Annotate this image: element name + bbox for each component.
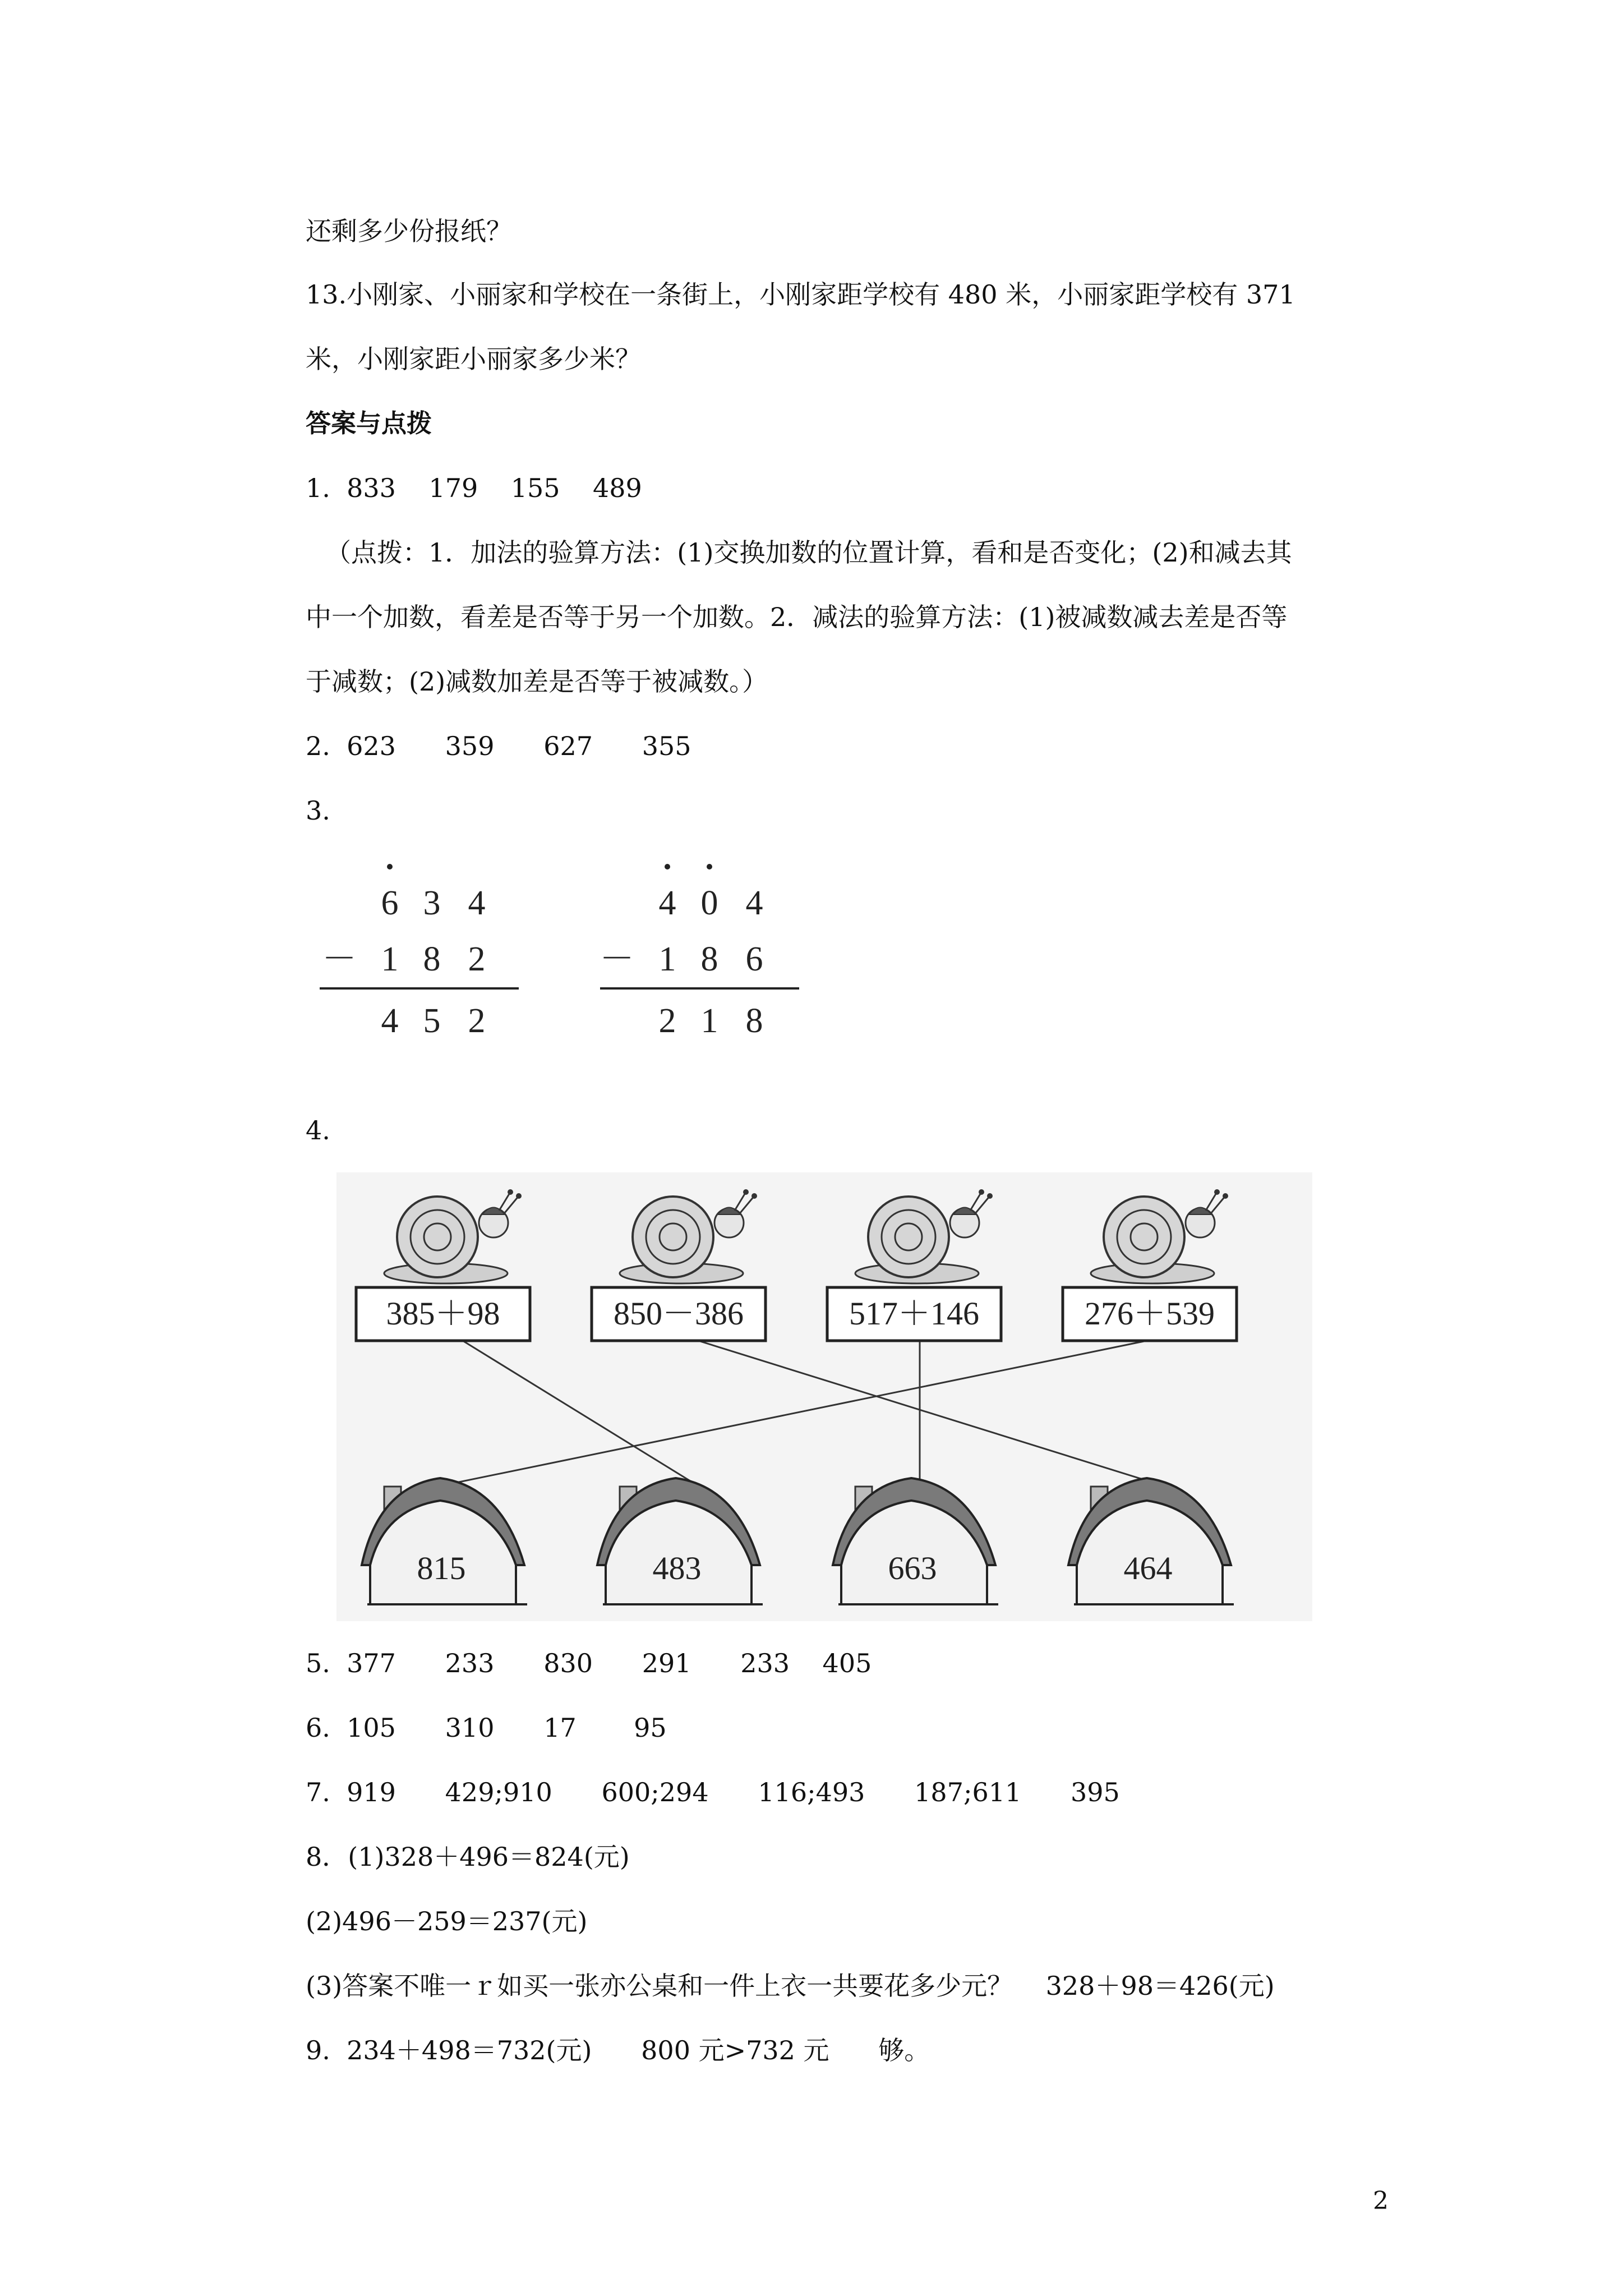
result-digit: 8 xyxy=(745,1002,763,1040)
house-number: 483 xyxy=(652,1550,702,1586)
minus-sign: － xyxy=(599,940,635,978)
subtraction-problem xyxy=(320,864,519,1040)
q12-tail-text: 还剩多少份报纸？ xyxy=(306,216,512,246)
minuend-digit: 3 xyxy=(423,884,441,922)
answer-1-hint-line-2: 中一个加数，看差是否等于另一个加数。2．减法的验算方法：(1)被减数减去差是否等 xyxy=(306,602,1288,632)
page-number: 2 xyxy=(1373,2187,1389,2215)
answer-7-values: 7. 919 429;910 600;294 116;493 187;611 395 xyxy=(306,1777,1120,1807)
house-number: 464 xyxy=(1123,1550,1173,1586)
subtraction-problem xyxy=(600,864,799,1040)
subtrahend-digit: 8 xyxy=(423,940,441,978)
result-digit: 1 xyxy=(700,1002,718,1040)
borrow-dot xyxy=(707,864,712,869)
matching-figure xyxy=(336,1172,1312,1621)
answer-9-values: 9. 234＋498＝732(元) 800 元>732 元 够。 xyxy=(306,2035,930,2065)
borrow-dot xyxy=(387,864,393,869)
answer-heading: 答案与点拨 xyxy=(306,408,432,438)
answer-5-values: 5. 377 233 830 291 233 405 xyxy=(306,1648,872,1678)
answer-8-line-2: (2)496－259＝237(元) xyxy=(306,1906,588,1936)
minuend-digit: 4 xyxy=(468,884,486,922)
answer-1-hint-line-3: 于减数；(2)减数加差是否等于被减数。） xyxy=(306,666,768,697)
answer-1-values: 1. 833 179 155 489 xyxy=(306,473,642,503)
result-digit: 4 xyxy=(381,1002,399,1040)
minuend-digit: 0 xyxy=(700,884,718,922)
result-digit: 2 xyxy=(658,1002,676,1040)
subtrahend-digit: 1 xyxy=(658,940,676,978)
subtrahend-digit: 2 xyxy=(468,940,486,978)
expression-text: 385＋98 xyxy=(386,1295,500,1332)
answer-2-values: 2. 623 359 627 355 xyxy=(306,731,691,761)
house-number: 815 xyxy=(417,1550,466,1586)
answer-4-label: 4. xyxy=(306,1115,330,1145)
house-number: 663 xyxy=(888,1550,937,1586)
expression-text: 276＋539 xyxy=(1084,1295,1215,1332)
expression-text: 850－386 xyxy=(613,1295,744,1332)
answer-8-line-3: (3)答案不唯一ｒ如买一张亦公桌和一件上衣一共要花多少元？ 328＋98＝426(元) xyxy=(306,1971,1275,2001)
result-digit: 2 xyxy=(468,1002,486,1040)
borrow-dot xyxy=(665,864,670,869)
q13-line-1: 13.小刚家、小丽家和学校在一条街上，小刚家距学校有 480 米，小丽家距学校有 371 xyxy=(306,279,1295,310)
subtrahend-digit: 8 xyxy=(700,940,718,978)
minus-sign: － xyxy=(321,940,357,978)
q13-line-2: 米，小刚家距小丽家多少米？ xyxy=(306,344,641,374)
answer-1-hint-line-1: （点拨：1．加法的验算方法：(1)交换加数的位置计算，看和是否变化；(2)和减去其 xyxy=(325,537,1292,568)
subtraction-figure xyxy=(306,841,810,1077)
answer-6-values: 6. 105 310 17 95 xyxy=(306,1713,667,1743)
result-digit: 5 xyxy=(423,1002,441,1040)
expression-text: 517＋146 xyxy=(849,1295,980,1332)
minuend-digit: 4 xyxy=(658,884,676,922)
minuend-digit: 6 xyxy=(381,884,399,922)
subtrahend-digit: 6 xyxy=(745,940,763,978)
answer-8-line-1: 8．(1)328＋496＝824(元) xyxy=(306,1842,630,1872)
answer-3-label: 3. xyxy=(306,795,330,826)
minuend-digit: 4 xyxy=(745,884,763,922)
subtrahend-digit: 1 xyxy=(381,940,399,978)
